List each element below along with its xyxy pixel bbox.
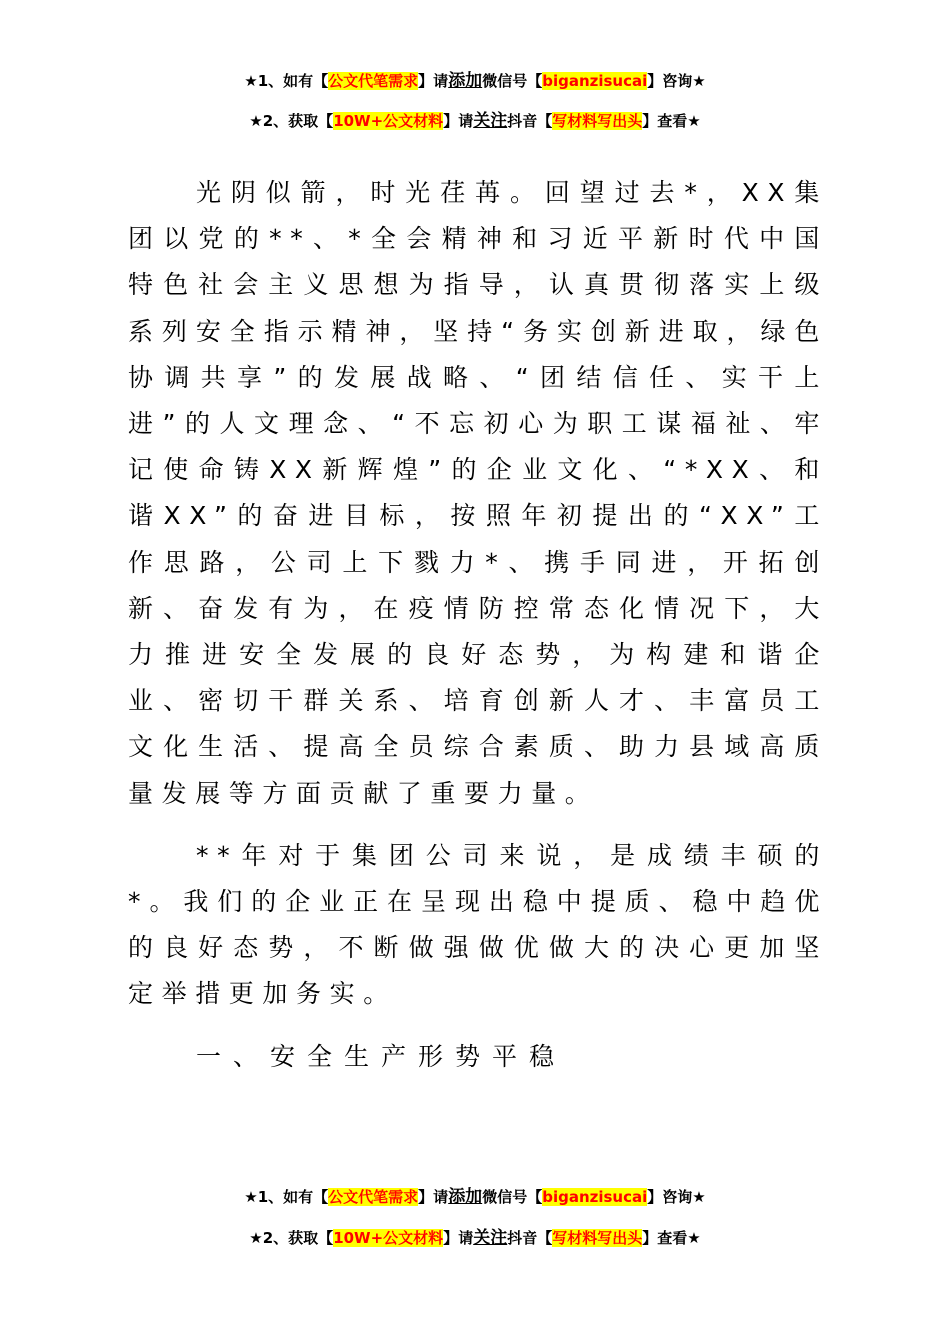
- promo-highlight: 10W+公文材料: [333, 1229, 444, 1247]
- promo-text: 抖音【: [507, 112, 553, 130]
- promo-text: 】咨询★: [647, 1188, 706, 1206]
- footer-promo-line-1: [0, 1186, 950, 1208]
- promo-text: 】请: [443, 1229, 474, 1247]
- promo-underlined: 关注: [473, 1228, 508, 1248]
- promo-underlined: 添加: [448, 1187, 483, 1207]
- header-promo-line-1: [0, 70, 950, 92]
- promo-text: ★2、获取【: [249, 112, 334, 130]
- promo-text: 】请: [418, 72, 449, 90]
- promo-underlined: 添加: [448, 71, 483, 91]
- promo-text: 抖音【: [507, 1229, 553, 1247]
- promo-text: 】查看★: [642, 1229, 701, 1247]
- promo-highlight: 10W+公文材料: [333, 112, 444, 130]
- promo-underlined: 关注: [473, 111, 508, 131]
- header-promo-line-2: [0, 110, 950, 132]
- promo-text: 】请: [443, 112, 474, 130]
- promo-text: ★1、如有【: [244, 1188, 329, 1206]
- promo-wechat-id: biganzisucai: [542, 1188, 648, 1206]
- document-body: [128, 170, 828, 1018]
- promo-text: ★1、如有【: [244, 72, 329, 90]
- promo-text: 】请: [418, 1188, 449, 1206]
- promo-text: 】咨询★: [647, 72, 706, 90]
- promo-text: 】查看★: [642, 112, 701, 130]
- promo-douyin-id: 写材料写出头: [552, 112, 643, 130]
- promo-douyin-id: 写材料写出头: [552, 1229, 643, 1247]
- paragraph-2: **年对于集团公司来说，是成绩丰硕的*。我们的企业正在呈现出稳中提质、稳中趋优的良好态势，不断做强做优做大的决心更加坚定举措更加务实。: [128, 840, 828, 1009]
- promo-wechat-id: biganzisucai: [542, 72, 648, 90]
- promo-highlight: 公文代笔需求: [328, 1188, 419, 1206]
- promo-text: 微信号【: [482, 72, 543, 90]
- promo-text: 微信号【: [482, 1188, 543, 1206]
- promo-text: ★2、获取【: [249, 1229, 334, 1247]
- section-heading: 一、安全生产形势平稳: [196, 1042, 567, 1071]
- promo-highlight: 公文代笔需求: [328, 72, 419, 90]
- footer-promo-line-2: [0, 1227, 950, 1249]
- paragraph-1: 光阴似箭，时光荏苒。回望过去*，XX集团以党的**、*全会精神和习近平新时代中国特色社会主义思想为指导，认真贯彻落实上级系列安全指示精神，坚持“务实创新进取，绿色协调共享”的发展战略、“团结信任、实干上进”的人文理念、“不忘初心为职工谋福祉、牢记使命铸XX新辉煌”的企业文化、“*XX、和谐XX”的奋进目标，按照年初提出的“XX”工作思路，公司上下戮力*、携手同进，开拓创新、奋发有为，在疫情防控常态化情况下，大力推进安全发展的良好态势，为构建和谐企业、密切干群关系、培育创新人才、丰富员工文化生活、提高全员综合素质、助力县域高质量发展等方面贡献了重要力量。: [128, 178, 828, 808]
